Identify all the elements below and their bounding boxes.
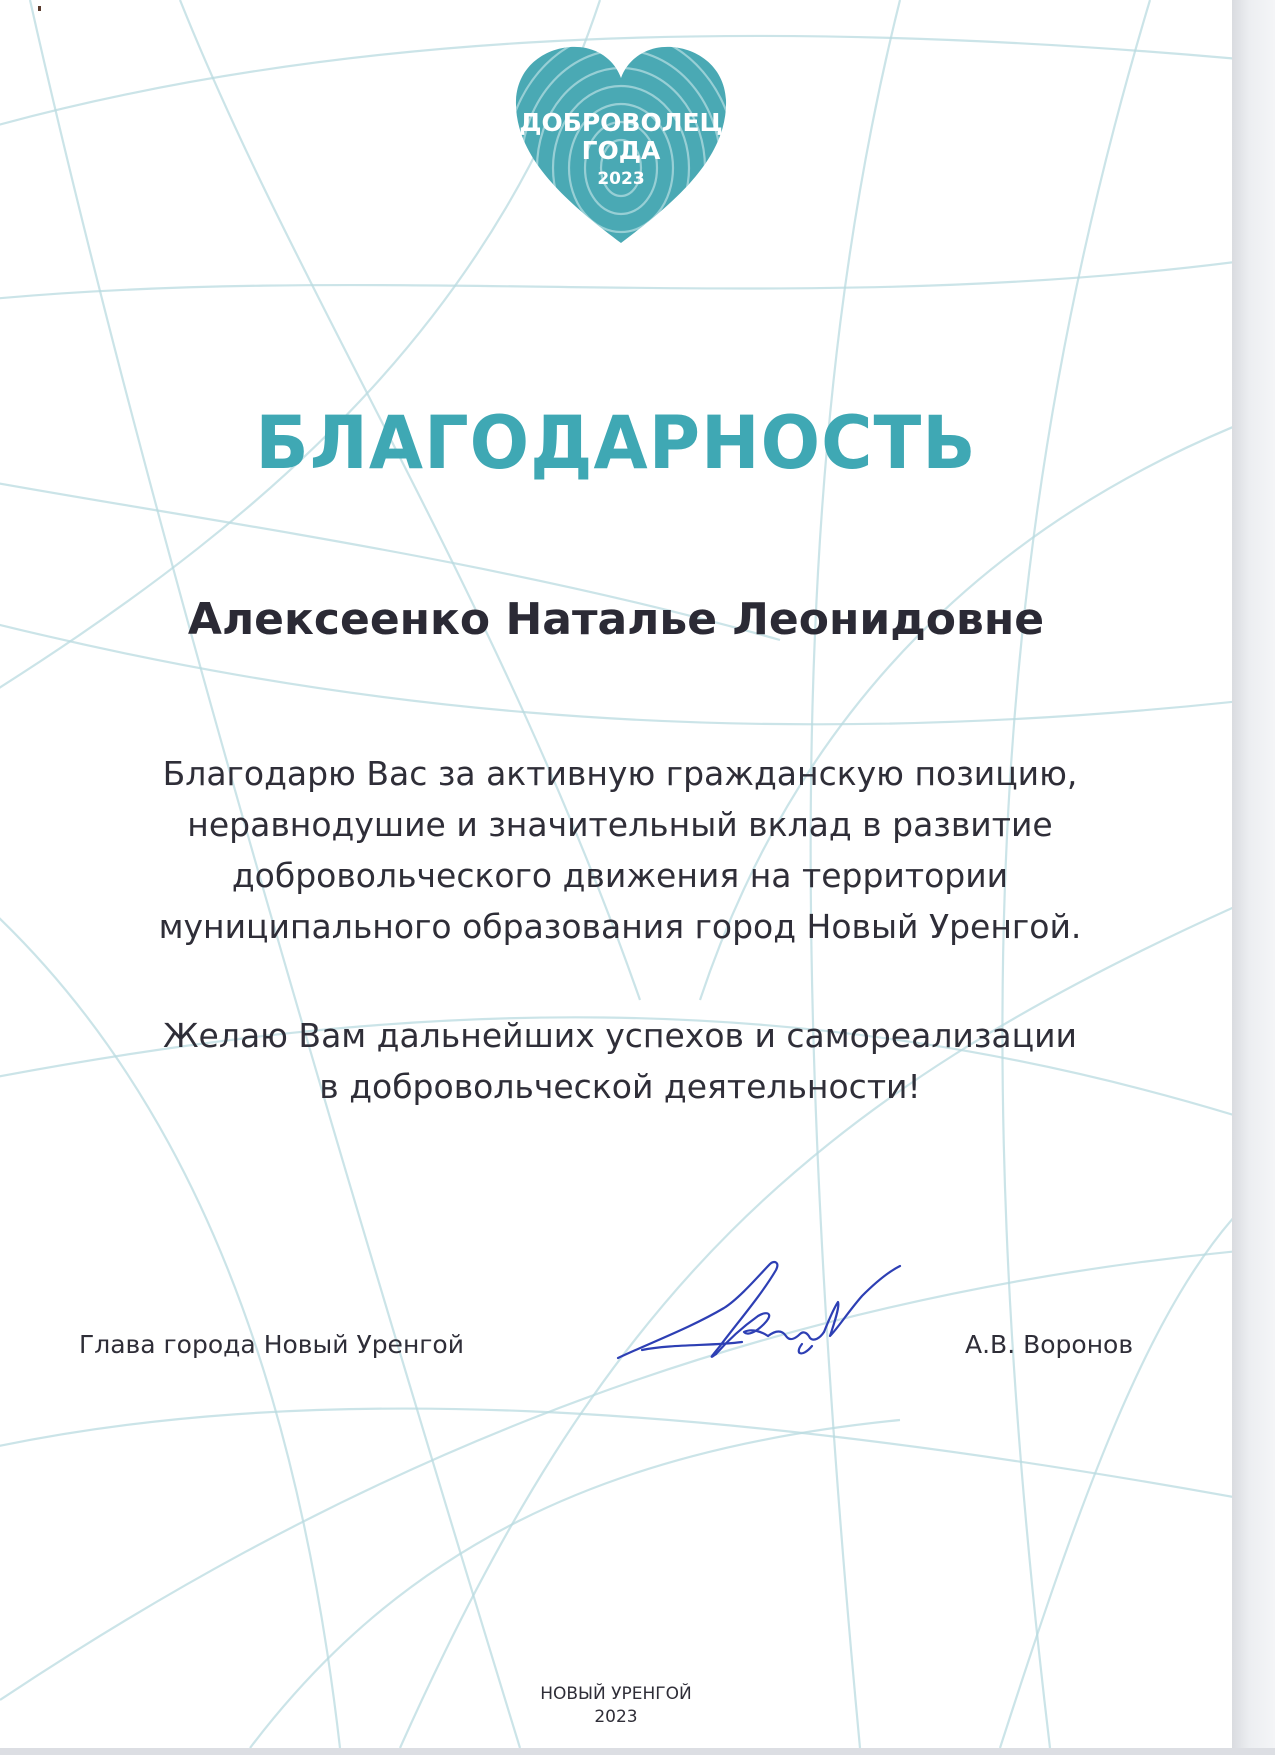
signatory-position: Глава города Новый Уренгой (79, 1330, 464, 1359)
certificate-title: БЛАГОДАРНОСТЬ (255, 399, 977, 487)
gratitude-line: добровольческого движения на территории (231, 856, 1009, 895)
gratitude-line: муниципального образования город Новый Уренгой. (158, 907, 1082, 946)
gratitude-line: неравнодушие и значительный вклад в развитие (187, 805, 1053, 844)
scan-bottom-edge (0, 1748, 1275, 1755)
wish-line: в добровольческой деятельности! (319, 1067, 921, 1106)
scan-right-edge (1232, 0, 1275, 1755)
footer-year: 2023 (594, 1707, 638, 1727)
volunteer-of-year-logo (508, 38, 734, 254)
footer (0, 1683, 1232, 1729)
logo-year: 2023 (597, 169, 645, 189)
recipient-name: Алексеенко Наталье Леонидовне (187, 594, 1045, 645)
logo-title-line1: ДОБРОВОЛЕЦ (519, 108, 723, 137)
logo-caption (508, 110, 734, 188)
gratitude-line: Благодарю Вас за активную гражданскую позицию, (162, 754, 1078, 793)
footer-city: НОВЫЙ УРЕНГОЙ (540, 1684, 692, 1704)
gratitude-text (40, 748, 1200, 952)
logo-title-line2: ГОДА (581, 136, 661, 165)
signatory-name: А.В. Воронов (965, 1330, 1134, 1359)
handwritten-signature (612, 1250, 902, 1380)
wish-line: Желаю Вам дальнейших успехов и самореализации (163, 1016, 1077, 1055)
wish-text (40, 1010, 1200, 1112)
scan-speck (38, 6, 41, 11)
